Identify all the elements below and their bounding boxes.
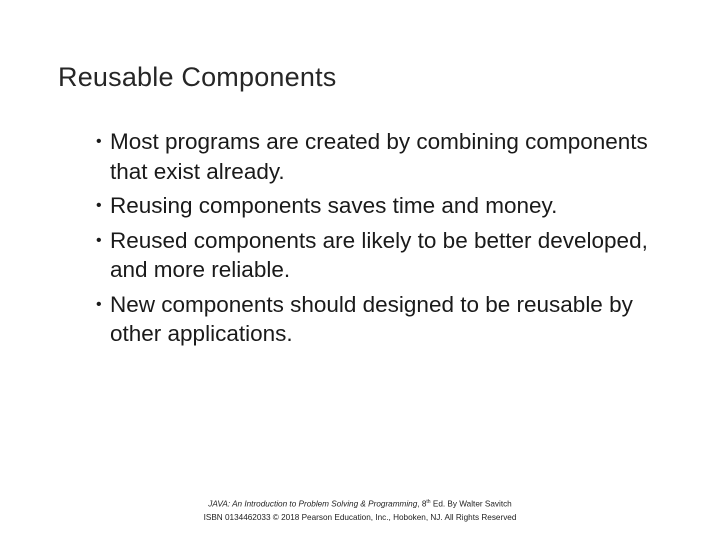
bullet-text: New components should designed to be reusable by other applications. (110, 291, 633, 346)
bullet-item (96, 226, 686, 285)
footer-book-title: JAVA: An Introduction to Problem Solving & Programming (208, 499, 418, 509)
footer-edition-author: Ed. By Walter Savitch (430, 499, 512, 509)
bullet-glyph: • (96, 197, 102, 214)
bullet-glyph: • (96, 231, 102, 249)
bullet-item (96, 290, 686, 349)
bullet-glyph: • (96, 133, 102, 150)
bullet-text: Most programs are created by combining components that exist already. (110, 129, 648, 184)
footer (0, 496, 720, 524)
footer-line-1: JAVA: An Introduction to Problem Solving & Programming, 8th Ed. By Walter Savitch (208, 499, 512, 509)
bullet-text: Reused components are likely to be better developed, and more reliable. (110, 227, 648, 282)
footer-edition-number: 8 (421, 499, 427, 509)
bullet-item (96, 191, 686, 221)
bullet-item (96, 127, 686, 186)
footer-line-2: ISBN 0134462033 © 2018 Pearson Education, Inc., Hoboken, NJ. All Rights Reserved (203, 512, 517, 522)
bullet-text: Reusing components saves time and money. (110, 193, 558, 218)
footer-edition-suffix: th (426, 499, 431, 505)
slide-title: Reusable Components (58, 62, 337, 92)
bullet-list (96, 127, 686, 354)
bullet-glyph: • (96, 295, 102, 313)
